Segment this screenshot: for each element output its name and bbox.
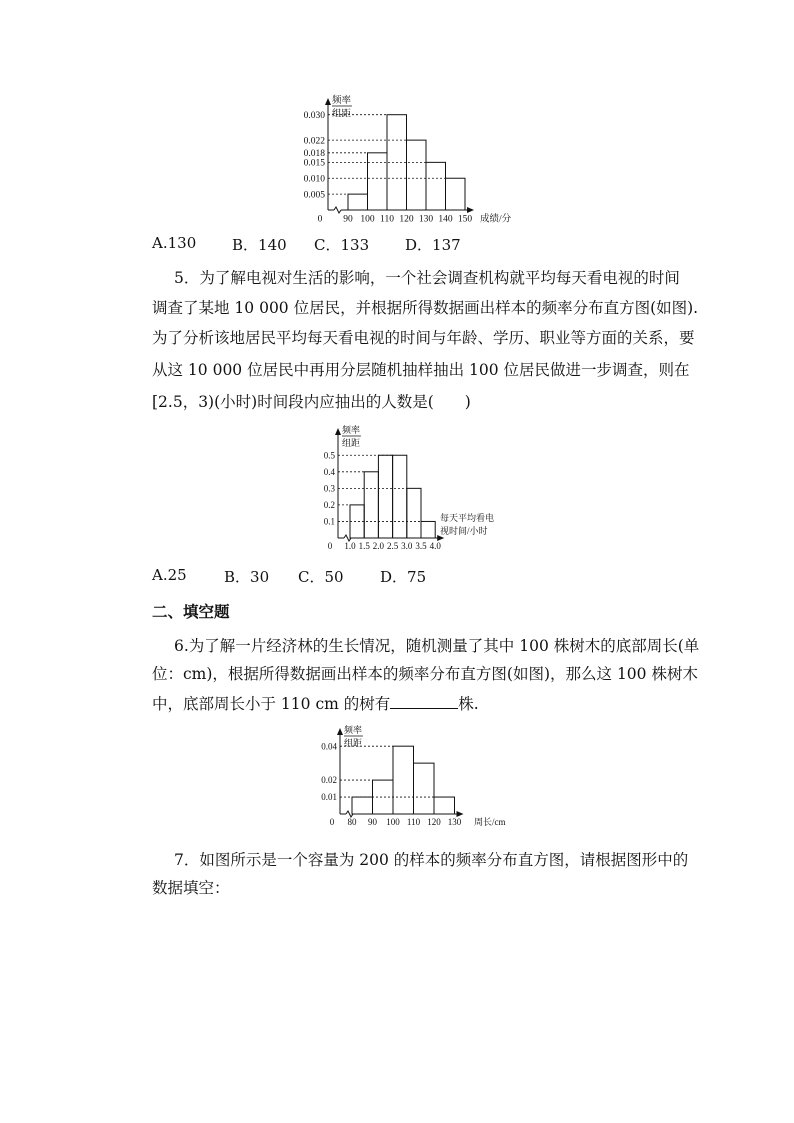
x-tick-label: 1.0 xyxy=(344,541,356,551)
q6-line-3 xyxy=(152,692,479,714)
x-tick-label: 80 xyxy=(347,817,357,827)
y-label-top: 频率 xyxy=(342,425,361,435)
histogram-bar xyxy=(393,746,414,814)
section-heading: 二、填空题 xyxy=(152,603,230,621)
answer-blank[interactable] xyxy=(390,694,458,709)
tv-time-histogram xyxy=(300,422,520,554)
histogram-bar xyxy=(393,455,407,538)
y-label-top: 频率 xyxy=(344,725,363,735)
histogram-bar xyxy=(348,194,368,210)
y-axis-arrow xyxy=(325,98,331,105)
q5-line-4: 从这 10 000 位居民中再用分层随机抽样抽出 100 位居民做进一步调查，则在 xyxy=(152,361,690,379)
y-axis-arrow xyxy=(337,728,343,735)
y-tick-label: 0.01 xyxy=(321,792,337,803)
x-tick-label: 3.0 xyxy=(401,541,413,551)
y-axis-arrow xyxy=(335,428,341,435)
x-tick-label: 130 xyxy=(418,214,434,225)
q4-option-b: B．140 xyxy=(232,236,287,254)
histogram-bar xyxy=(364,472,378,538)
x-axis-arrow xyxy=(467,207,474,213)
q4-option-a: A.130 xyxy=(152,234,197,252)
y-tick-label: 0.022 xyxy=(303,136,325,147)
q7-line-1: 7．如图所示是一个容量为 200 的样本的频率分布直方图，请根据图形中的 xyxy=(174,851,689,869)
q4-option-c: C．133 xyxy=(314,236,370,254)
y-tick-label: 0.2 xyxy=(323,500,335,511)
q5-option-b: B．30 xyxy=(224,568,270,586)
x-tick-label: 100 xyxy=(360,214,375,225)
y-tick-label: 0.1 xyxy=(323,516,335,527)
q7-line-2: 数据填空： xyxy=(152,879,230,897)
histogram-bar xyxy=(368,153,388,210)
x-tick-label: 1.5 xyxy=(358,541,370,551)
score-histogram xyxy=(290,92,550,226)
x-tick-label: 150 xyxy=(457,214,473,225)
q5-option-a: A.25 xyxy=(152,566,187,584)
y-label-bottom: 组距 xyxy=(342,438,361,448)
x-tick-label: 110 xyxy=(380,214,394,225)
q5-option-d: D．75 xyxy=(380,568,427,586)
origin-label: 0 xyxy=(317,214,323,225)
x-tick-label: 110 xyxy=(406,817,421,827)
q5-line-1: 5．为了解电视对生活的影响，一个社会调查机构就平均每天看电视的时间 xyxy=(174,269,680,287)
x-tick-label: 120 xyxy=(427,817,441,827)
y-tick-label: 0.04 xyxy=(321,741,337,752)
q6-line-2: 位：cm)，根据所得数据画出样本的频率分布直方图(如图)，那么这 100 株树木 xyxy=(152,665,698,683)
x-tick-label: 4.0 xyxy=(429,541,441,551)
x-axis-label-line-2: 视时间/小时 xyxy=(440,526,488,536)
q6-line-3-text: 中，底部周长小于 110 cm 的树有 xyxy=(152,695,391,713)
histogram-bar xyxy=(378,455,392,538)
q6-line-1: 6.为了解一片经济林的生长情况，随机测量了其中 100 株树木的底部周长(单 xyxy=(174,637,700,655)
y-tick-label: 0.010 xyxy=(303,174,325,185)
x-tick-label: 130 xyxy=(447,817,462,827)
histogram-bar xyxy=(414,763,435,814)
tree-girth-histogram xyxy=(308,722,528,834)
x-axis-label: 周长/cm xyxy=(474,817,506,827)
origin-label: 0 xyxy=(329,817,335,827)
x-tick-label: 2.5 xyxy=(386,541,399,551)
histogram-bar xyxy=(434,797,455,814)
x-tick-label: 90 xyxy=(368,817,377,827)
x-axis-label-line-1: 每天平均看电 xyxy=(440,513,495,523)
histogram-bar xyxy=(421,521,435,538)
histogram-bar xyxy=(352,797,373,814)
q5-line-3: 为了分析该地居民平均每天看电视的时间与年龄、学历、职业等方面的关系，要 xyxy=(152,329,695,347)
q5-line-5: [2.5，3)(小时)时间段内应抽出的人数是( ) xyxy=(152,393,471,411)
y-tick-label: 0.5 xyxy=(323,450,335,461)
y-tick-label: 0.030 xyxy=(303,111,325,122)
y-tick-label: 0.015 xyxy=(303,158,325,169)
x-tick-label: 2.0 xyxy=(372,541,385,551)
y-tick-label: 0.005 xyxy=(303,190,325,201)
histogram-bar xyxy=(446,178,466,210)
x-tick-label: 90 xyxy=(343,214,353,225)
y-tick-label: 0.018 xyxy=(303,149,325,160)
x-tick-label: 100 xyxy=(386,817,400,827)
x-tick-label: 3.5 xyxy=(415,541,427,551)
histogram-bar xyxy=(407,140,427,210)
y-tick-label: 0.4 xyxy=(323,466,335,477)
y-tick-label: 0.02 xyxy=(321,775,337,786)
y-tick-label: 0.3 xyxy=(323,483,335,494)
q6-line-3-end: 株. xyxy=(458,695,479,713)
x-axis-label: 成绩/分 xyxy=(480,214,512,225)
y-label-bottom: 组距 xyxy=(344,738,363,748)
q5-option-c: C．50 xyxy=(298,568,344,586)
x-axis-break xyxy=(334,207,341,213)
origin-label: 0 xyxy=(327,541,333,551)
x-tick-label: 140 xyxy=(438,214,453,225)
y-label-top: 频率 xyxy=(332,96,352,106)
q4-option-d: D．137 xyxy=(405,236,461,254)
histogram-bar xyxy=(407,488,421,538)
histogram-bar xyxy=(426,162,446,210)
x-tick-label: 120 xyxy=(399,214,414,225)
q5-line-2: 调查了某地 10 000 位居民，并根据所得数据画出样本的频率分布直方图(如图). xyxy=(152,299,699,317)
y-label-bottom: 组距 xyxy=(332,109,352,120)
